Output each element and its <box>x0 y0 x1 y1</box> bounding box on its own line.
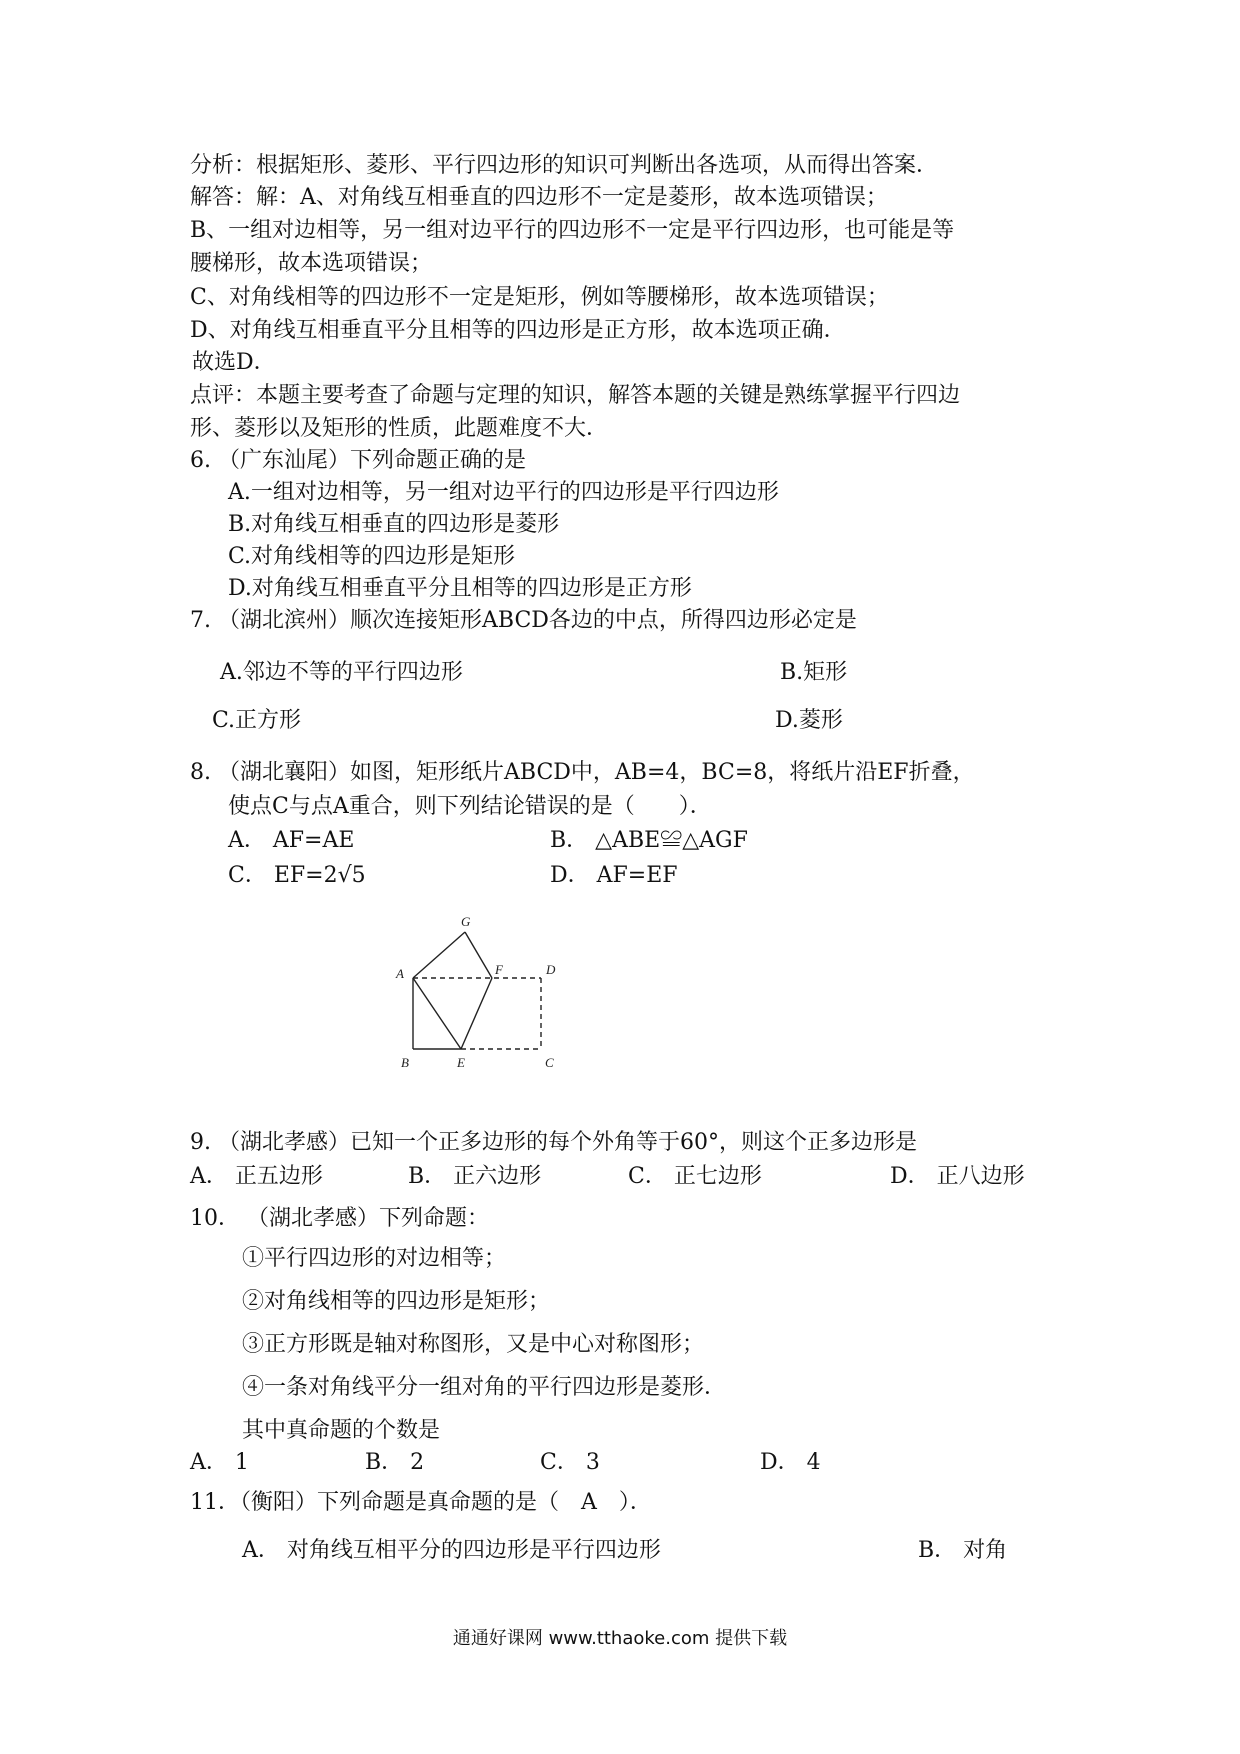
q7-option-a: A.邻边不等的平行四边形 <box>220 660 463 685</box>
q10-question: 其中真命题的个数是 <box>242 1418 441 1443</box>
analysis-line-7: 故选D． <box>192 350 276 375</box>
q6-option-a: A.一组对边相等，另一组对边平行的四边形是平行四边形 <box>228 480 779 505</box>
q6-option-b: B.对角线互相垂直的四边形是菱形 <box>228 512 560 537</box>
analysis-line-6: D、对角线互相垂直平分且相等的四边形是正方形，故本选项正确． <box>190 318 846 343</box>
q9-option-a: A． 正五边形 <box>190 1164 323 1189</box>
q6-option-c: C.对角线相等的四边形是矩形 <box>228 544 516 569</box>
q8-option-c: C． EF=2√5 <box>228 863 366 888</box>
label-b: B <box>401 1055 409 1070</box>
page-footer: 通通好课网 www.tthaoke.com 提供下载 <box>452 1628 788 1649</box>
analysis-line-1: 分析：根据矩形、菱形、平行四边形的知识可判断出各选项，从而得出答案． <box>190 153 939 178</box>
label-a: A <box>396 966 404 981</box>
label-f: F <box>495 962 503 977</box>
q10-item-2: ②对角线相等的四边形是矩形； <box>242 1289 551 1314</box>
label-d: D <box>546 962 556 977</box>
analysis-line-4: 腰梯形，故本选项错误； <box>190 251 433 276</box>
analysis-line-9: 形、菱形以及矩形的性质，此题难度不大． <box>190 416 609 441</box>
q8-option-b: B． △ABE≌△AGF <box>550 828 748 853</box>
q10-item-4: ④一条对角线平分一组对角的平行四边形是菱形． <box>242 1375 727 1400</box>
q11-option-b: B． 对角 <box>918 1538 1008 1563</box>
q7-option-d: D.菱形 <box>775 708 843 733</box>
analysis-line-5: C、对角线相等的四边形不一定是矩形，例如等腰梯形，故本选项错误； <box>190 285 889 310</box>
q9-option-c: C． 正七边形 <box>628 1164 762 1189</box>
q10-item-3: ③正方形既是轴对称图形，又是中心对称图形； <box>242 1332 705 1357</box>
label-g: G <box>461 914 471 929</box>
q11-option-a: A． 对角线互相平分的四边形是平行四边形 <box>242 1538 661 1563</box>
q10-item-1: ①平行四边形的对边相等； <box>242 1246 507 1271</box>
analysis-line-3: B、一组对边相等，另一组对边平行的四边形不一定是平行四边形，也可能是等 <box>190 218 955 243</box>
analysis-line-2: 解答：解：A、对角线互相垂直的四边形不一定是菱形，故本选项错误； <box>190 185 888 210</box>
q8-fold-diagram <box>395 914 575 1072</box>
q8-stem: 8. （湖北襄阳）如图，矩形纸片ABCD中，AB=4，BC=8，将纸片沿EF折叠， <box>190 760 975 785</box>
q7-option-c: C.正方形 <box>212 708 302 733</box>
q10-option-a: A． 1 <box>190 1450 249 1475</box>
q10-option-c: C． 3 <box>540 1450 600 1475</box>
q9-stem: 9. （湖北孝感）已知一个正多边形的每个外角等于60°，则这个正多边形是 <box>190 1130 917 1155</box>
q9-option-d: D． 正八边形 <box>890 1164 1025 1189</box>
q10-option-b: B． 2 <box>365 1450 425 1475</box>
q7-stem: 7. （湖北滨州）顺次连接矩形ABCD各边的中点，所得四边形必定是 <box>190 608 857 633</box>
analysis-line-8: 点评：本题主要考查了命题与定理的知识，解答本题的关键是熟练掌握平行四边 <box>190 383 961 408</box>
label-e: E <box>457 1055 465 1070</box>
q11-stem: 11．（衡阳）下列命题是真命题的是（ A ）． <box>190 1490 652 1515</box>
q9-option-b: B． 正六边形 <box>408 1164 542 1189</box>
q10-option-d: D． 4 <box>760 1450 821 1475</box>
q8-option-d: D． AF=EF <box>550 863 678 888</box>
q10-stem: 10． （湖北孝感）下列命题： <box>190 1206 489 1231</box>
q8-stem-2: 使点C与点A重合，则下列结论错误的是（ ）． <box>228 794 712 819</box>
q6-stem: 6. （广东汕尾）下列命题正确的是 <box>190 448 526 473</box>
q6-option-d: D.对角线互相垂直平分且相等的四边形是正方形 <box>228 576 692 601</box>
label-c: C <box>545 1055 554 1070</box>
q8-option-a: A． AF=AE <box>228 828 355 853</box>
q7-option-b: B.矩形 <box>780 660 848 685</box>
